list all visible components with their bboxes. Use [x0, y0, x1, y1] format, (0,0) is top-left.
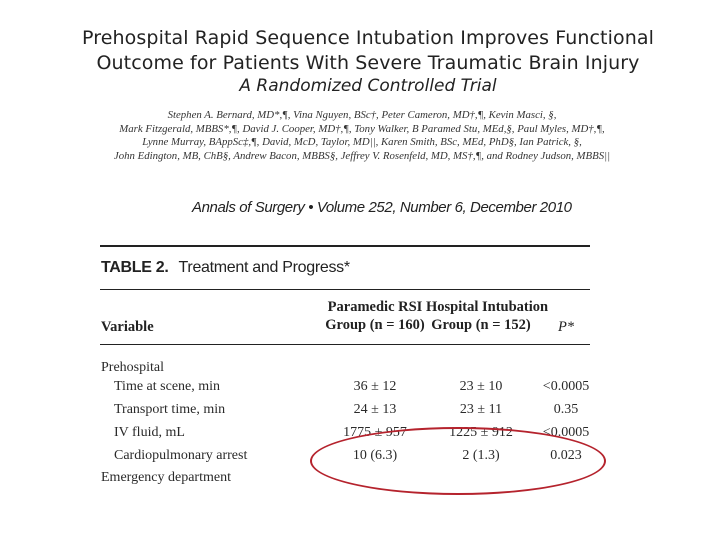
- row-label: Transport time, min: [114, 402, 226, 417]
- table-top-rule: [100, 245, 590, 247]
- cell-p-value: 0.35: [553, 402, 579, 417]
- table-caption: [101, 259, 350, 277]
- author-line: John Edington, MB, ChB§, Andrew Bacon, MBBS§, Jeffrey V. Rosenfeld, MD, MS†,¶, and Rodney Judson, MBBS||: [113, 149, 611, 162]
- author-line: Stephen A. Bernard, MD*,¶, Vina Nguyen, BSc†, Peter Cameron, MD†,¶, Kevin Masci, §,: [167, 109, 557, 121]
- row-label: Cardiopulmonary arrest: [114, 448, 248, 463]
- table-header-top-rule: [100, 289, 590, 290]
- cell-p-value: 0.023: [550, 448, 582, 463]
- table-header-bottom-rule: [100, 344, 590, 345]
- cell-hospital-intubation: 2 (1.3): [462, 448, 500, 463]
- author-line: Mark Fitzgerald, MBBS*,¶, David J. Cooper, MD†,¶, Tony Walker, B Paramed Stu, MEd,§, Paul Myles, MD†,¶,: [119, 122, 605, 135]
- row-label: IV fluid, mL: [114, 425, 185, 440]
- paper-title-line-1: Prehospital Rapid Sequence Intubation Improves Functional: [82, 27, 654, 49]
- cell-paramedic-rsi: 36 ± 12: [353, 379, 397, 394]
- cell-paramedic-rsi: 24 ± 13: [353, 402, 397, 417]
- header-p-value: P*: [557, 319, 575, 335]
- header-variable: Variable: [101, 319, 154, 335]
- journal-citation: Annals of Surgery • Volume 252, Number 6, December 2010: [192, 199, 572, 216]
- cell-hospital-intubation: 23 ± 11: [459, 402, 503, 417]
- row-label: Time at scene, min: [114, 379, 221, 394]
- header-hospital-intubation-group: [426, 298, 549, 334]
- cell-paramedic-rsi: 10 (6.3): [352, 448, 398, 463]
- cell-paramedic-rsi: 1775 ± 957: [343, 425, 407, 440]
- header-line: Paramedic RSI: [327, 299, 423, 315]
- cell-p-value: <0.0005: [542, 379, 590, 394]
- table-title: Treatment and Progress*: [178, 259, 350, 276]
- header-line: Group (n = 152): [431, 317, 531, 333]
- cell-p-value: <0.0005: [542, 425, 590, 440]
- section-label: Prehospital: [101, 360, 164, 375]
- header-line: Hospital Intubation: [426, 299, 549, 315]
- author-list: [62, 109, 662, 163]
- header-line: Group (n = 160): [325, 317, 425, 333]
- paper-title-line-2: Outcome for Patients With Severe Traumatic Brain Injury: [96, 52, 640, 74]
- cell-hospital-intubation: 23 ± 10: [459, 379, 503, 394]
- highlight-oval: [310, 427, 606, 495]
- cell-hospital-intubation: 1225 ± 912: [449, 425, 513, 440]
- header-paramedic-rsi-group: [322, 298, 428, 334]
- table-number: TABLE 2.: [101, 259, 169, 276]
- paper-subtitle: A Randomized Controlled Trial: [239, 76, 497, 96]
- author-line: Lynne Murray, BAppSc‡,¶, David, McD, Taylor, MD||, Karen Smith, BSc, MEd, PhD§, Ian Patrick, §,: [142, 136, 582, 149]
- cropped-row-label: Emergency department: [101, 470, 231, 485]
